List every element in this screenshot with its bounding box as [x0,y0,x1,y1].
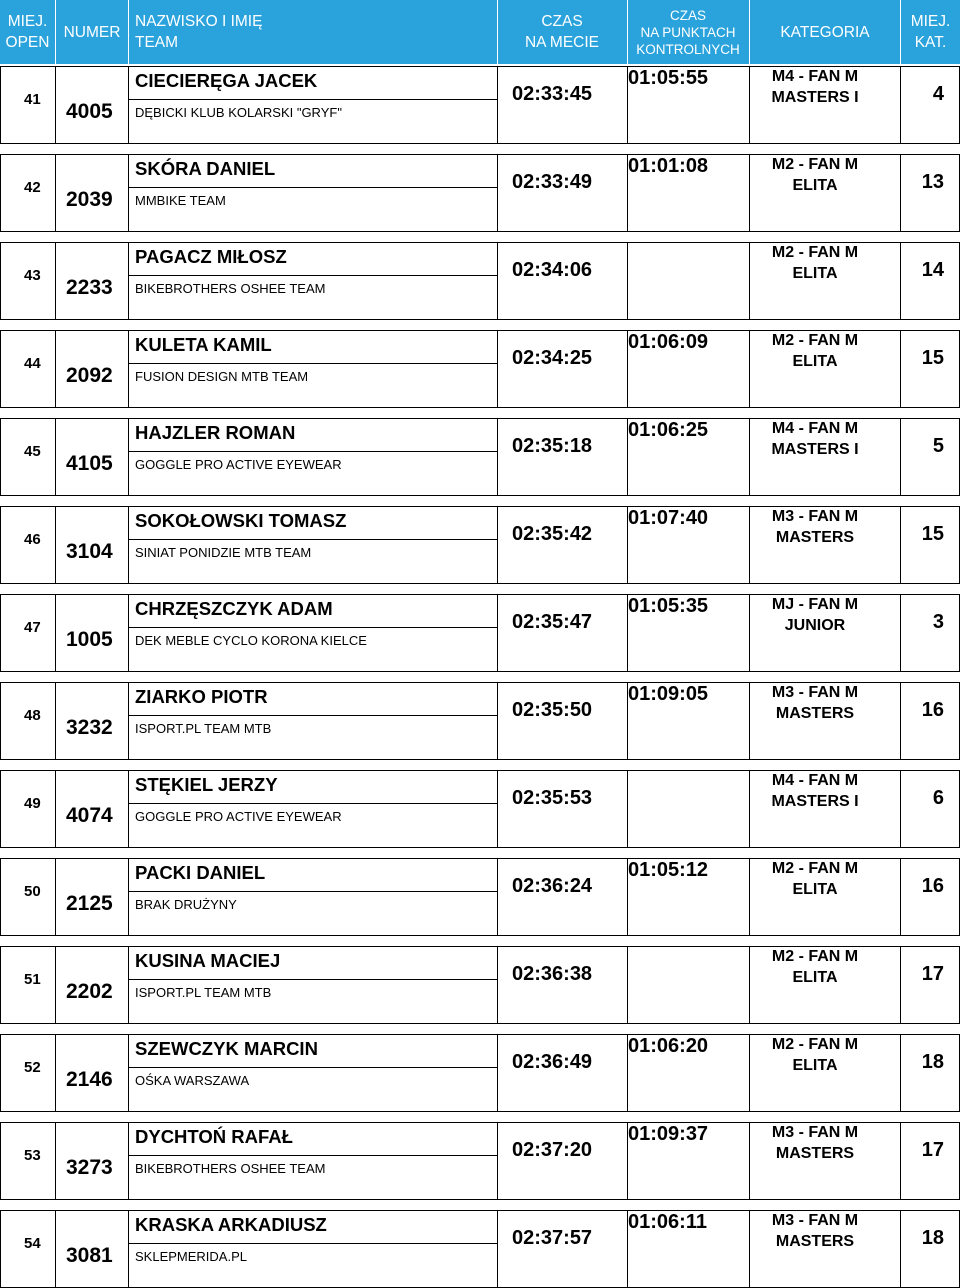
finish-time: 02:34:06 [512,259,593,281]
position-open: 44 [24,355,41,372]
table-row [0,594,960,672]
row-border-left [0,154,1,232]
row-border-left [0,1034,1,1112]
rider-name: ZIARKO PIOTR [135,686,268,707]
row-border-bottom [0,935,960,936]
table-row [0,506,960,584]
category-code: M2 - FAN M [771,860,859,877]
rider-name: CHRZĘSZCZYK ADAM [135,598,333,619]
category-code: M4 - FAN M [771,68,859,85]
category-code: M2 - FAN M [771,332,859,349]
header-kontrolnych-label: KONTROLNYCH [636,41,740,57]
row-divider [128,1122,129,1200]
rider-name: KULETA KAMIL [135,334,272,355]
bib-number: 3232 [66,716,113,739]
position-category: 16 [921,875,944,897]
row-divider [497,858,498,936]
position-open: 49 [24,795,41,812]
finish-time: 02:33:49 [512,171,593,193]
row-divider [128,154,129,232]
row-divider [900,506,901,584]
table-row [0,1122,960,1200]
bib-number: 2146 [66,1068,113,1091]
row-divider [497,418,498,496]
rider-team: GOGGLE PRO ACTIVE EYEWEAR [135,457,342,472]
row-divider [497,594,498,672]
row-divider [497,1122,498,1200]
row-divider [128,858,129,936]
row-divider [55,858,56,936]
finish-time: 02:35:53 [512,787,593,809]
row-border-left [0,506,1,584]
row-divider [900,1034,901,1112]
position-open: 50 [24,883,41,900]
name-team-separator [129,363,497,364]
row-border-bottom [0,759,960,760]
category-code: MJ - FAN M [771,596,859,613]
category-code: M2 - FAN M [771,244,859,261]
category-name: MASTERS [775,705,855,722]
finish-time: 02:35:47 [512,611,593,633]
finish-time: 02:35:50 [512,699,593,721]
row-border-left [0,946,1,1024]
rider-name: DYCHTOŃ RAFAŁ [135,1126,293,1147]
rider-name: STĘKIEL JERZY [135,774,278,795]
name-team-separator [129,891,497,892]
table-header [0,0,960,64]
row-divider [128,770,129,848]
header-miej-kat-line1: MIEJ. [910,13,951,30]
row-divider [55,66,56,144]
bib-number: 4074 [66,804,113,827]
name-team-separator [129,275,497,276]
category-name: ELITA [792,1057,838,1074]
rider-team: FUSION DESIGN MTB TEAM [135,369,309,384]
row-divider [900,682,901,760]
table-row [0,1210,960,1288]
rider-name: SZEWCZYK MARCIN [135,1038,318,1059]
rider-team: GOGGLE PRO ACTIVE EYEWEAR [135,809,342,824]
header-czas-na-mecie [498,0,626,64]
bib-number: 3081 [66,1244,113,1267]
name-team-separator [129,1155,497,1156]
name-team-separator [129,451,497,452]
category-name: ELITA [792,969,838,986]
rider-team: ISPORT.PL TEAM MTB [135,721,272,736]
row-divider [900,1122,901,1200]
rider-team: BRAK DRUŻYNY [135,897,237,912]
row-divider [900,946,901,1024]
row-border-bottom [0,671,960,672]
row-divider [497,154,498,232]
position-category: 3 [932,611,944,633]
row-divider [55,770,56,848]
table-row [0,858,960,936]
position-category: 4 [932,83,944,105]
header-miej-kat [901,0,960,64]
rider-team: MMBIKE TEAM [135,193,226,208]
position-category: 16 [921,699,944,721]
category-code: M3 - FAN M [771,684,859,701]
category-code: M3 - FAN M [771,508,859,525]
category-name: MASTERS [775,1145,855,1162]
row-divider [128,242,129,320]
category-name: MASTERS [775,1233,855,1250]
header-numer-label: NUMER [63,23,121,41]
row-border-left [0,242,1,320]
row-divider [128,1034,129,1112]
checkpoint-time: 01:09:05 [628,683,709,705]
row-divider [627,242,628,320]
position-category: 5 [932,435,944,457]
row-border-bottom [0,1023,960,1024]
checkpoint-time: 01:06:20 [628,1035,709,1057]
table-row [0,946,960,1024]
row-border-left [0,770,1,848]
category-name: ELITA [792,353,838,370]
rider-team: BIKEBROTHERS OSHEE TEAM [135,281,326,296]
header-divider [128,0,129,64]
row-border-left [0,858,1,936]
table-row [0,418,960,496]
row-divider [900,858,901,936]
category-name: MASTERS [775,529,855,546]
finish-time: 02:35:42 [512,523,593,545]
row-divider [900,66,901,144]
row-divider [497,66,498,144]
rider-team: OŚKA WARSZAWA [135,1073,250,1088]
row-divider [55,594,56,672]
category-code: M2 - FAN M [771,1036,859,1053]
header-miej-open [0,0,55,64]
row-border-left [0,418,1,496]
table-row [0,770,960,848]
position-open: 46 [24,531,41,548]
row-divider [900,1210,901,1288]
position-category: 18 [921,1051,944,1073]
bib-number: 2092 [66,364,113,387]
position-open: 54 [24,1235,41,1252]
rider-team: ISPORT.PL TEAM MTB [135,985,272,1000]
name-team-separator [129,99,497,100]
header-na-punktach-label: NA PUNKTACH [640,24,736,40]
rider-name: SOKOŁOWSKI TOMASZ [135,510,347,531]
row-divider [497,242,498,320]
category-code: M3 - FAN M [771,1124,859,1141]
checkpoint-time: 01:05:55 [628,67,709,89]
bib-number: 1005 [66,628,113,651]
row-border-bottom [0,1111,960,1112]
bib-number: 4005 [66,100,113,123]
position-category: 17 [921,1139,944,1161]
finish-time: 02:36:38 [512,963,593,985]
position-open: 52 [24,1059,41,1076]
row-border-bottom [0,231,960,232]
row-divider [900,594,901,672]
row-divider [497,1210,498,1288]
row-border-bottom [0,319,960,320]
category-name: ELITA [792,177,838,194]
checkpoint-time: 01:06:25 [628,419,709,441]
checkpoint-time: 01:09:37 [628,1123,709,1145]
position-open: 42 [24,179,41,196]
category-name: MASTERS I [771,793,859,810]
category-name: MASTERS I [771,89,859,106]
position-open: 43 [24,267,41,284]
position-open: 53 [24,1147,41,1164]
header-miej-open-line1: MIEJ. [7,13,48,30]
table-row [0,1034,960,1112]
bib-number: 2039 [66,188,113,211]
row-divider [55,1034,56,1112]
name-team-separator [129,979,497,980]
bib-number: 2233 [66,276,113,299]
finish-time: 02:33:45 [512,83,593,105]
row-border-left [0,330,1,408]
row-divider [128,66,129,144]
category-code: M3 - FAN M [771,1212,859,1229]
row-border-left [0,594,1,672]
row-divider [128,418,129,496]
finish-time: 02:36:24 [512,875,593,897]
position-open: 47 [24,619,41,636]
header-czas2-label: CZAS [669,7,706,23]
row-divider [900,770,901,848]
name-team-separator [129,1067,497,1068]
category-name: JUNIOR [784,617,846,634]
row-divider [497,1034,498,1112]
header-nazwisko-label: NAZWISKO I IMIĘ [135,13,263,30]
rider-team: BIKEBROTHERS OSHEE TEAM [135,1161,326,1176]
category-code: M4 - FAN M [771,772,859,789]
category-name: ELITA [792,265,838,282]
row-divider [55,154,56,232]
rider-name: KUSINA MACIEJ [135,950,281,971]
table-row [0,330,960,408]
row-border-left [0,682,1,760]
row-divider [900,242,901,320]
position-category: 17 [921,963,944,985]
position-category: 6 [932,787,944,809]
bib-number: 3273 [66,1156,113,1179]
checkpoint-time: 01:05:35 [628,595,709,617]
row-divider [55,946,56,1024]
position-open: 45 [24,443,41,460]
position-category: 14 [921,259,944,281]
row-divider [497,506,498,584]
row-border-bottom [0,495,960,496]
row-divider [55,330,56,408]
row-border-left [0,66,1,144]
rider-name: CIECIERĘGA JACEK [135,70,318,91]
name-team-separator [129,187,497,188]
row-divider [55,1122,56,1200]
header-czas-punkty [628,0,748,64]
category-name: MASTERS I [771,441,859,458]
row-border-bottom [0,583,960,584]
name-team-separator [129,715,497,716]
category-code: M2 - FAN M [771,948,859,965]
row-border-bottom [0,407,960,408]
finish-time: 02:37:20 [512,1139,593,1161]
table-row [0,154,960,232]
row-divider [900,418,901,496]
bib-number: 2202 [66,980,113,1003]
checkpoint-time: 01:06:11 [628,1211,707,1233]
category-code: M4 - FAN M [771,420,859,437]
name-team-separator [129,1243,497,1244]
category-name: ELITA [792,881,838,898]
rider-name: HAJZLER ROMAN [135,422,296,443]
row-divider [128,594,129,672]
rider-name: KRASKA ARKADIUSZ [135,1214,327,1235]
table-row [0,66,960,144]
position-category: 18 [921,1227,944,1249]
rider-name: SKÓRA DANIEL [135,158,276,179]
header-kategoria-label: KATEGORIA [780,23,870,41]
checkpoint-time: 01:07:40 [628,507,709,529]
finish-time: 02:35:18 [512,435,593,457]
row-border-bottom [0,143,960,144]
row-divider [497,682,498,760]
header-na-mecie-label: NA MECIE [524,34,600,51]
checkpoint-time: 01:05:12 [628,859,709,881]
rider-team: SKLEPMERIDA.PL [135,1249,247,1264]
row-divider [627,946,628,1024]
row-divider [128,330,129,408]
bib-number: 2125 [66,892,113,915]
position-category: 13 [921,171,944,193]
table-row [0,682,960,760]
row-divider [497,330,498,408]
rider-team: DEK MEBLE CYCLO KORONA KIELCE [135,633,367,648]
checkpoint-time: 01:06:09 [628,331,709,353]
table-row [0,242,960,320]
bib-number: 3104 [66,540,113,563]
position-category: 15 [921,347,944,369]
position-open: 48 [24,707,41,724]
row-divider [900,154,901,232]
bib-number: 4105 [66,452,113,475]
finish-time: 02:37:57 [512,1227,593,1249]
checkpoint-time: 01:01:08 [628,155,709,177]
row-divider [497,770,498,848]
header-numer [56,0,128,64]
header-kategoria [750,0,900,64]
row-divider [55,242,56,320]
finish-time: 02:36:49 [512,1051,593,1073]
row-divider [128,946,129,1024]
header-team-label: TEAM [135,34,179,51]
row-divider [128,506,129,584]
row-border-left [0,1122,1,1200]
row-divider [55,1210,56,1288]
row-divider [55,682,56,760]
row-divider [627,770,628,848]
finish-time: 02:34:25 [512,347,593,369]
header-miej-kat-line2: KAT. [914,34,947,51]
name-team-separator [129,539,497,540]
row-border-bottom [0,1199,960,1200]
row-divider [900,330,901,408]
rider-name: PAGACZ MIŁOSZ [135,246,287,267]
header-nazwisko-team [135,0,495,64]
header-czas-label: CZAS [541,13,583,30]
row-divider [128,682,129,760]
position-open: 51 [24,971,41,988]
row-divider [128,1210,129,1288]
rider-team: SINIAT PONIDZIE MTB TEAM [135,545,312,560]
row-border-left [0,1210,1,1288]
name-team-separator [129,803,497,804]
position-open: 41 [24,91,41,108]
row-divider [55,418,56,496]
rider-name: PACKI DANIEL [135,862,266,883]
row-border-bottom [0,847,960,848]
row-divider [55,506,56,584]
position-category: 15 [921,523,944,545]
category-code: M2 - FAN M [771,156,859,173]
header-miej-open-line2: OPEN [5,34,50,51]
row-divider [497,946,498,1024]
name-team-separator [129,627,497,628]
rider-team: DĘBICKI KLUB KOLARSKI "GRYF" [135,105,342,120]
